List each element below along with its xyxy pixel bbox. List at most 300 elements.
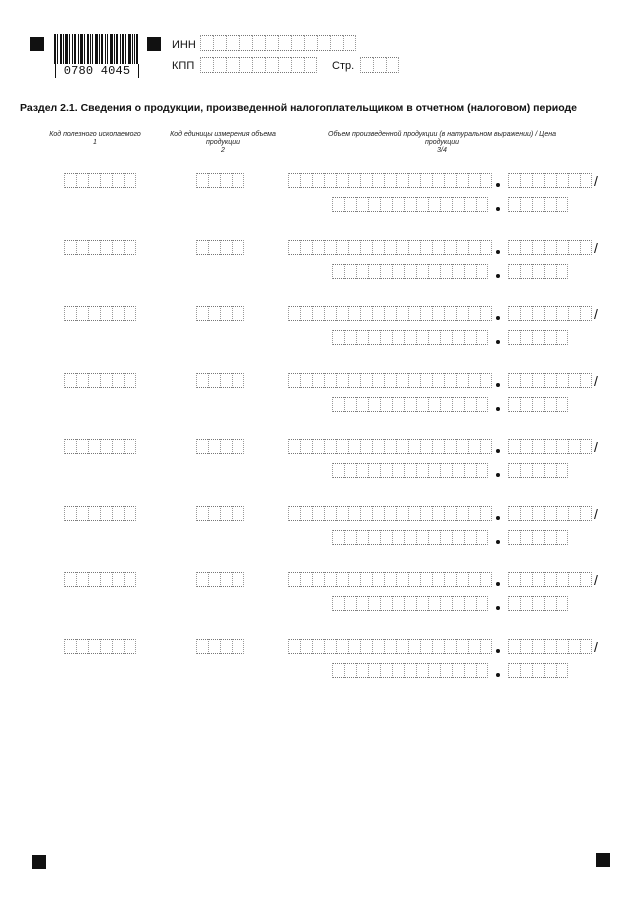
input-cell[interactable] (508, 240, 520, 255)
mineral-code-field[interactable] (64, 572, 136, 587)
input-cell[interactable] (476, 397, 488, 412)
input-cell[interactable] (408, 639, 420, 654)
input-cell[interactable] (508, 373, 520, 388)
input-cell[interactable] (428, 596, 440, 611)
input-cell[interactable] (300, 306, 312, 321)
input-cell[interactable] (580, 240, 592, 255)
input-cell[interactable] (580, 373, 592, 388)
input-cell[interactable] (520, 663, 532, 678)
input-cell[interactable] (288, 439, 300, 454)
input-cell[interactable] (384, 439, 396, 454)
input-cell[interactable] (384, 373, 396, 388)
input-cell[interactable] (360, 57, 373, 73)
input-cell[interactable] (348, 572, 360, 587)
input-cell[interactable] (220, 373, 232, 388)
input-cell[interactable] (300, 373, 312, 388)
input-cell[interactable] (432, 506, 444, 521)
input-cell[interactable] (220, 439, 232, 454)
input-cell[interactable] (392, 197, 404, 212)
input-cell[interactable] (360, 439, 372, 454)
input-cell[interactable] (196, 240, 208, 255)
input-cell[interactable] (220, 240, 232, 255)
input-cell[interactable] (520, 397, 532, 412)
input-cell[interactable] (444, 306, 456, 321)
input-cell[interactable] (348, 373, 360, 388)
input-cell[interactable] (112, 240, 124, 255)
input-cell[interactable] (380, 463, 392, 478)
input-cell[interactable] (64, 439, 76, 454)
input-cell[interactable] (213, 35, 226, 51)
input-cell[interactable] (291, 57, 304, 73)
input-cell[interactable] (556, 197, 568, 212)
input-cell[interactable] (520, 306, 532, 321)
input-cell[interactable] (76, 572, 88, 587)
input-cell[interactable] (360, 572, 372, 587)
input-cell[interactable] (408, 439, 420, 454)
input-cell[interactable] (532, 596, 544, 611)
volume-fraction-field[interactable] (508, 572, 592, 587)
input-cell[interactable] (300, 240, 312, 255)
input-cell[interactable] (64, 639, 76, 654)
input-cell[interactable] (416, 596, 428, 611)
input-cell[interactable] (76, 439, 88, 454)
input-cell[interactable] (348, 306, 360, 321)
input-cell[interactable] (476, 264, 488, 279)
input-cell[interactable] (544, 373, 556, 388)
price-fraction-field[interactable] (508, 663, 568, 678)
input-cell[interactable] (544, 530, 556, 545)
input-cell[interactable] (420, 240, 432, 255)
input-cell[interactable] (452, 264, 464, 279)
input-cell[interactable] (360, 373, 372, 388)
input-cell[interactable] (232, 439, 244, 454)
input-cell[interactable] (124, 373, 136, 388)
input-cell[interactable] (348, 439, 360, 454)
input-cell[interactable] (344, 264, 356, 279)
unit-code-field[interactable] (196, 572, 244, 587)
input-cell[interactable] (556, 439, 568, 454)
input-cell[interactable] (556, 330, 568, 345)
input-cell[interactable] (124, 572, 136, 587)
input-cell[interactable] (88, 639, 100, 654)
input-cell[interactable] (278, 35, 291, 51)
input-cell[interactable] (344, 463, 356, 478)
input-cell[interactable] (196, 306, 208, 321)
input-cell[interactable] (288, 639, 300, 654)
input-cell[interactable] (468, 439, 480, 454)
input-cell[interactable] (380, 397, 392, 412)
input-cell[interactable] (200, 57, 213, 73)
input-cell[interactable] (456, 439, 468, 454)
input-cell[interactable] (568, 506, 580, 521)
input-cell[interactable] (440, 330, 452, 345)
input-cell[interactable] (312, 639, 324, 654)
input-cell[interactable] (452, 330, 464, 345)
input-cell[interactable] (480, 173, 492, 188)
input-cell[interactable] (208, 439, 220, 454)
input-cell[interactable] (336, 373, 348, 388)
input-cell[interactable] (520, 373, 532, 388)
input-cell[interactable] (360, 506, 372, 521)
input-cell[interactable] (220, 506, 232, 521)
price-integer-field[interactable] (332, 463, 488, 478)
input-cell[interactable] (300, 439, 312, 454)
input-cell[interactable] (508, 173, 520, 188)
input-cell[interactable] (380, 530, 392, 545)
input-cell[interactable] (88, 572, 100, 587)
input-cell[interactable] (124, 439, 136, 454)
input-cell[interactable] (420, 639, 432, 654)
input-cell[interactable] (392, 397, 404, 412)
input-cell[interactable] (208, 572, 220, 587)
input-cell[interactable] (532, 197, 544, 212)
input-cell[interactable] (312, 506, 324, 521)
input-cell[interactable] (444, 439, 456, 454)
input-cell[interactable] (100, 506, 112, 521)
input-cell[interactable] (468, 639, 480, 654)
input-cell[interactable] (468, 240, 480, 255)
volume-integer-field[interactable] (288, 506, 492, 521)
input-cell[interactable] (532, 663, 544, 678)
input-cell[interactable] (64, 306, 76, 321)
input-cell[interactable] (532, 439, 544, 454)
input-cell[interactable] (480, 506, 492, 521)
input-cell[interactable] (64, 173, 76, 188)
input-cell[interactable] (348, 173, 360, 188)
input-cell[interactable] (100, 240, 112, 255)
input-cell[interactable] (332, 264, 344, 279)
input-cell[interactable] (416, 330, 428, 345)
input-cell[interactable] (476, 330, 488, 345)
input-cell[interactable] (556, 397, 568, 412)
volume-fraction-field[interactable] (508, 506, 592, 521)
input-cell[interactable] (372, 373, 384, 388)
input-cell[interactable] (404, 463, 416, 478)
input-cell[interactable] (408, 306, 420, 321)
input-cell[interactable] (520, 330, 532, 345)
input-cell[interactable] (464, 397, 476, 412)
mineral-code-field[interactable] (64, 439, 136, 454)
input-cell[interactable] (368, 663, 380, 678)
input-cell[interactable] (544, 330, 556, 345)
input-cell[interactable] (300, 572, 312, 587)
input-cell[interactable] (428, 264, 440, 279)
input-cell[interactable] (556, 240, 568, 255)
input-cell[interactable] (508, 506, 520, 521)
input-cell[interactable] (76, 173, 88, 188)
volume-fraction-field[interactable] (508, 373, 592, 388)
input-cell[interactable] (456, 506, 468, 521)
input-cell[interactable] (432, 439, 444, 454)
input-cell[interactable] (428, 530, 440, 545)
input-cell[interactable] (480, 306, 492, 321)
input-cell[interactable] (416, 663, 428, 678)
input-cell[interactable] (456, 373, 468, 388)
input-cell[interactable] (291, 35, 304, 51)
input-cell[interactable] (452, 463, 464, 478)
input-cell[interactable] (452, 530, 464, 545)
input-cell[interactable] (580, 173, 592, 188)
input-cell[interactable] (396, 639, 408, 654)
input-cell[interactable] (508, 596, 520, 611)
input-cell[interactable] (124, 240, 136, 255)
input-cell[interactable] (372, 639, 384, 654)
input-cell[interactable] (232, 173, 244, 188)
input-cell[interactable] (239, 57, 252, 73)
input-cell[interactable] (396, 306, 408, 321)
input-cell[interactable] (392, 663, 404, 678)
input-cell[interactable] (124, 173, 136, 188)
input-cell[interactable] (196, 373, 208, 388)
input-cell[interactable] (336, 639, 348, 654)
input-cell[interactable] (252, 57, 265, 73)
input-cell[interactable] (396, 240, 408, 255)
price-fraction-field[interactable] (508, 197, 568, 212)
input-cell[interactable] (568, 639, 580, 654)
input-cell[interactable] (556, 663, 568, 678)
input-cell[interactable] (544, 463, 556, 478)
input-cell[interactable] (372, 306, 384, 321)
input-cell[interactable] (368, 596, 380, 611)
input-cell[interactable] (76, 306, 88, 321)
inn-field[interactable] (200, 35, 356, 51)
input-cell[interactable] (544, 397, 556, 412)
input-cell[interactable] (76, 639, 88, 654)
input-cell[interactable] (480, 373, 492, 388)
input-cell[interactable] (544, 596, 556, 611)
input-cell[interactable] (312, 373, 324, 388)
input-cell[interactable] (312, 240, 324, 255)
input-cell[interactable] (408, 240, 420, 255)
input-cell[interactable] (392, 330, 404, 345)
mineral-code-field[interactable] (64, 240, 136, 255)
input-cell[interactable] (288, 572, 300, 587)
input-cell[interactable] (312, 306, 324, 321)
input-cell[interactable] (360, 240, 372, 255)
input-cell[interactable] (408, 572, 420, 587)
input-cell[interactable] (532, 240, 544, 255)
input-cell[interactable] (112, 373, 124, 388)
price-fraction-field[interactable] (508, 596, 568, 611)
input-cell[interactable] (232, 373, 244, 388)
input-cell[interactable] (356, 596, 368, 611)
input-cell[interactable] (208, 306, 220, 321)
input-cell[interactable] (416, 397, 428, 412)
input-cell[interactable] (368, 397, 380, 412)
input-cell[interactable] (464, 663, 476, 678)
input-cell[interactable] (520, 596, 532, 611)
input-cell[interactable] (356, 330, 368, 345)
input-cell[interactable] (64, 506, 76, 521)
input-cell[interactable] (213, 57, 226, 73)
input-cell[interactable] (348, 240, 360, 255)
unit-code-field[interactable] (196, 439, 244, 454)
input-cell[interactable] (304, 35, 317, 51)
price-integer-field[interactable] (332, 330, 488, 345)
input-cell[interactable] (100, 439, 112, 454)
input-cell[interactable] (452, 663, 464, 678)
input-cell[interactable] (520, 639, 532, 654)
input-cell[interactable] (324, 240, 336, 255)
input-cell[interactable] (332, 197, 344, 212)
price-fraction-field[interactable] (508, 330, 568, 345)
volume-integer-field[interactable] (288, 572, 492, 587)
input-cell[interactable] (544, 264, 556, 279)
input-cell[interactable] (480, 439, 492, 454)
volume-fraction-field[interactable] (508, 240, 592, 255)
price-integer-field[interactable] (332, 397, 488, 412)
input-cell[interactable] (440, 197, 452, 212)
input-cell[interactable] (356, 397, 368, 412)
input-cell[interactable] (532, 306, 544, 321)
unit-code-field[interactable] (196, 506, 244, 521)
input-cell[interactable] (88, 373, 100, 388)
input-cell[interactable] (373, 57, 386, 73)
input-cell[interactable] (568, 439, 580, 454)
input-cell[interactable] (380, 663, 392, 678)
input-cell[interactable] (444, 173, 456, 188)
input-cell[interactable] (444, 572, 456, 587)
input-cell[interactable] (508, 306, 520, 321)
input-cell[interactable] (408, 373, 420, 388)
input-cell[interactable] (508, 463, 520, 478)
unit-code-field[interactable] (196, 639, 244, 654)
input-cell[interactable] (232, 306, 244, 321)
input-cell[interactable] (544, 506, 556, 521)
input-cell[interactable] (508, 330, 520, 345)
input-cell[interactable] (324, 572, 336, 587)
input-cell[interactable] (300, 639, 312, 654)
input-cell[interactable] (404, 330, 416, 345)
input-cell[interactable] (124, 639, 136, 654)
volume-integer-field[interactable] (288, 173, 492, 188)
input-cell[interactable] (456, 639, 468, 654)
input-cell[interactable] (532, 173, 544, 188)
input-cell[interactable] (580, 506, 592, 521)
input-cell[interactable] (372, 240, 384, 255)
input-cell[interactable] (556, 530, 568, 545)
volume-fraction-field[interactable] (508, 173, 592, 188)
input-cell[interactable] (288, 306, 300, 321)
input-cell[interactable] (556, 463, 568, 478)
input-cell[interactable] (336, 240, 348, 255)
input-cell[interactable] (468, 506, 480, 521)
input-cell[interactable] (428, 397, 440, 412)
input-cell[interactable] (300, 506, 312, 521)
price-fraction-field[interactable] (508, 463, 568, 478)
input-cell[interactable] (440, 596, 452, 611)
input-cell[interactable] (428, 663, 440, 678)
input-cell[interactable] (360, 173, 372, 188)
input-cell[interactable] (580, 306, 592, 321)
input-cell[interactable] (332, 397, 344, 412)
input-cell[interactable] (428, 197, 440, 212)
input-cell[interactable] (444, 240, 456, 255)
input-cell[interactable] (196, 439, 208, 454)
input-cell[interactable] (444, 373, 456, 388)
volume-fraction-field[interactable] (508, 639, 592, 654)
input-cell[interactable] (372, 173, 384, 188)
mineral-code-field[interactable] (64, 306, 136, 321)
input-cell[interactable] (208, 506, 220, 521)
input-cell[interactable] (232, 240, 244, 255)
input-cell[interactable] (288, 240, 300, 255)
input-cell[interactable] (416, 463, 428, 478)
input-cell[interactable] (476, 530, 488, 545)
input-cell[interactable] (317, 35, 330, 51)
input-cell[interactable] (356, 463, 368, 478)
input-cell[interactable] (76, 506, 88, 521)
input-cell[interactable] (220, 173, 232, 188)
volume-integer-field[interactable] (288, 439, 492, 454)
input-cell[interactable] (312, 572, 324, 587)
input-cell[interactable] (556, 572, 568, 587)
input-cell[interactable] (532, 330, 544, 345)
input-cell[interactable] (508, 397, 520, 412)
mineral-code-field[interactable] (64, 639, 136, 654)
input-cell[interactable] (196, 639, 208, 654)
input-cell[interactable] (452, 397, 464, 412)
input-cell[interactable] (428, 330, 440, 345)
input-cell[interactable] (408, 173, 420, 188)
input-cell[interactable] (360, 639, 372, 654)
volume-fraction-field[interactable] (508, 439, 592, 454)
input-cell[interactable] (432, 373, 444, 388)
input-cell[interactable] (196, 572, 208, 587)
input-cell[interactable] (380, 197, 392, 212)
input-cell[interactable] (532, 463, 544, 478)
unit-code-field[interactable] (196, 173, 244, 188)
input-cell[interactable] (404, 596, 416, 611)
input-cell[interactable] (508, 439, 520, 454)
input-cell[interactable] (404, 197, 416, 212)
input-cell[interactable] (432, 173, 444, 188)
input-cell[interactable] (76, 373, 88, 388)
input-cell[interactable] (544, 240, 556, 255)
input-cell[interactable] (288, 373, 300, 388)
input-cell[interactable] (356, 264, 368, 279)
input-cell[interactable] (404, 530, 416, 545)
input-cell[interactable] (208, 173, 220, 188)
input-cell[interactable] (200, 35, 213, 51)
input-cell[interactable] (476, 463, 488, 478)
input-cell[interactable] (420, 572, 432, 587)
input-cell[interactable] (468, 173, 480, 188)
input-cell[interactable] (360, 306, 372, 321)
input-cell[interactable] (332, 463, 344, 478)
input-cell[interactable] (432, 639, 444, 654)
input-cell[interactable] (532, 506, 544, 521)
input-cell[interactable] (112, 439, 124, 454)
input-cell[interactable] (332, 330, 344, 345)
input-cell[interactable] (232, 639, 244, 654)
input-cell[interactable] (88, 506, 100, 521)
input-cell[interactable] (384, 306, 396, 321)
price-integer-field[interactable] (332, 596, 488, 611)
input-cell[interactable] (556, 639, 568, 654)
input-cell[interactable] (112, 639, 124, 654)
input-cell[interactable] (508, 197, 520, 212)
input-cell[interactable] (278, 57, 291, 73)
price-fraction-field[interactable] (508, 397, 568, 412)
input-cell[interactable] (300, 173, 312, 188)
input-cell[interactable] (324, 173, 336, 188)
input-cell[interactable] (520, 240, 532, 255)
input-cell[interactable] (556, 264, 568, 279)
input-cell[interactable] (239, 35, 252, 51)
input-cell[interactable] (332, 530, 344, 545)
input-cell[interactable] (372, 439, 384, 454)
